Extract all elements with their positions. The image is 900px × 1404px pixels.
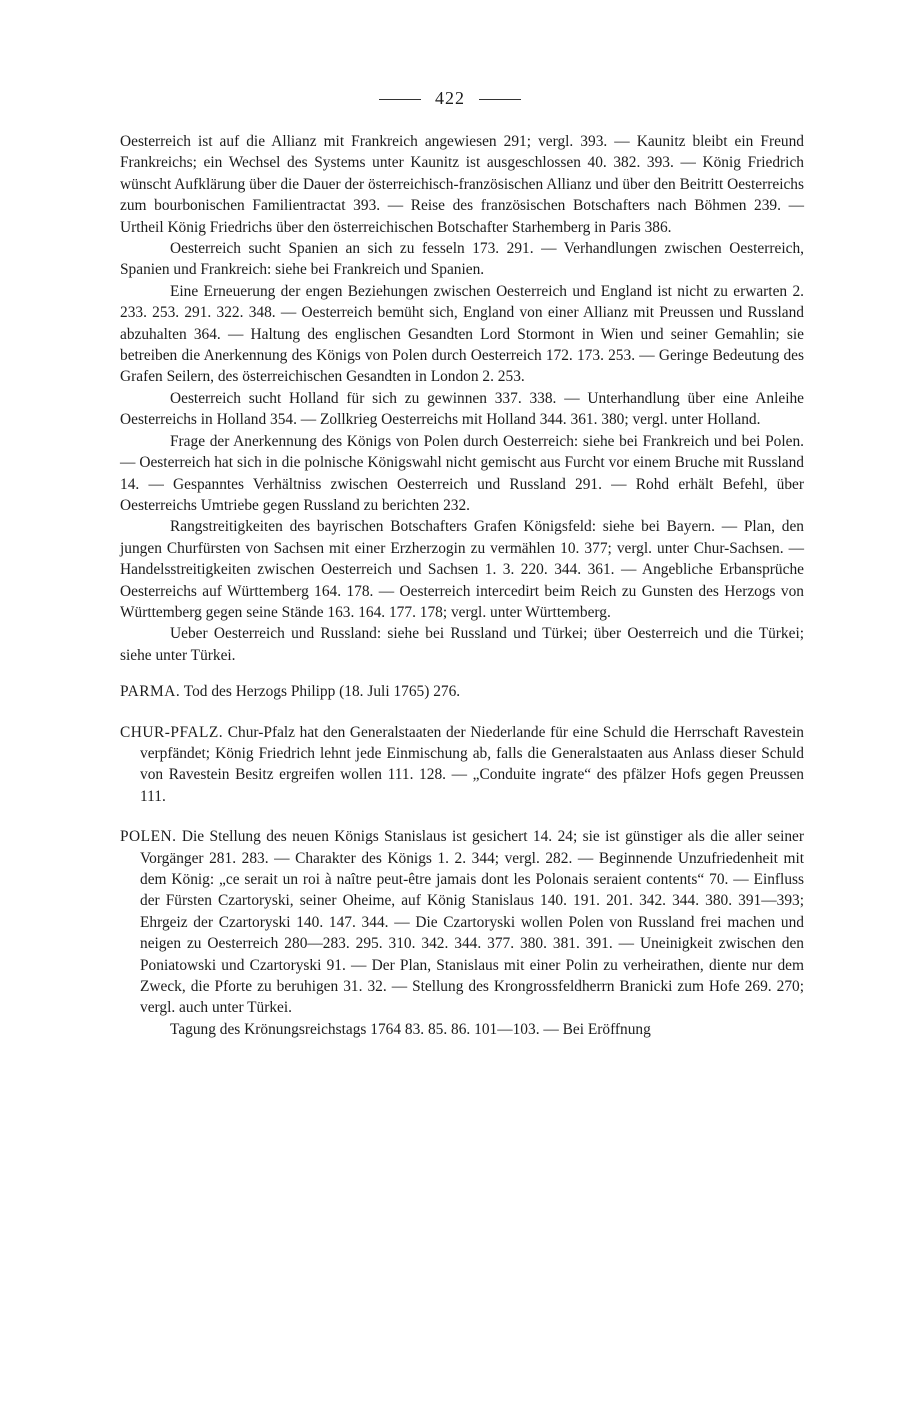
right-rule [479,99,521,100]
entry-heading: PARMA. [120,683,181,701]
entry-text: Tod des Herzogs Philipp (18. Juli 1765) 276. [183,683,461,701]
oesterreich-paragraph: Oesterreich ist auf die Allianz mit Frankreich angewiesen 291; vergl. 393. — Kaunitz bleibt ein Freund Frankreichs; ein Wechsel des Systems unter Kaunitz ist ausgeschlossen 40. 382. 393. — König Friedrich wünscht Aufklärung über die Dauer der österreichisch-französischen Allianz und über den Beitritt Oesterreichs zum bourbonischen Familientractat 393. — Reise des französischen Botschafters nach Böhmen 239. — Urtheil König Friedrichs über den österreichischen Botschafter Starhemberg in Paris 386. [120,133,804,236]
entry-parma [120,681,804,702]
entry-heading: POLEN. [120,828,177,846]
entry-text: Chur-Pfalz hat den Generalstaaten der Niederlande für eine Schuld die Herrschaft Ravestein verpfändet; König Friedrich lehnt jede Einmischung ab, falls die Generalstaaten aus Anlass dieser Schuld von Ravestein Besitz ergreifen wollen 111. 128. — „Conduite ingrate“ des pfälzer Hofs gegen Preussen 111. [140,723,804,805]
oesterreich-paragraph: Oesterreich sucht Spanien an sich zu fesseln 173. 291. — Verhandlungen zwischen Oesterreich, Spanien und Frankreich: siehe bei Frankreich und Spanien. [120,240,804,279]
entry-chur-pfalz [120,722,804,808]
oesterreich-paragraph: Oesterreich sucht Holland für sich zu gewinnen 337. 338. — Unterhandlung über eine Anleihe Oesterreichs in Holland 354. — Zollkrieg Oesterreichs mit Holland 344. 361. 380; vergl. unter Holland. [120,389,804,429]
entry-heading: CHUR-PFALZ. [120,723,224,741]
oesterreich-paragraph: Ueber Oesterreich und Russland: siehe bei Russland und Türkei; über Oesterreich und die Türkei; siehe unter Türkei. [120,625,804,664]
page-number: 422 [435,88,465,108]
entry-text: Die Stellung des neuen Königs Stanislaus ist gesichert 14. 24; sie ist günstiger als die aller seiner Vorgänger 281. 283. — Charakter des Königs 1. 2. 344; vergl. 282. — Beginnende Unzufriedenheit mit dem König: „ce serait un roi à naître peut-être jamais dont les Polonais seraient contents“ 70. — Einfluss der Fürsten Czartoryski, seiner Oheime, auf König Stanislaus 140. 191. 201. 342. 344. 380. 391—393; Ehrgeiz der Czartoryski 140. 147. 344. — Die Czartoryski wollen Polen von Russland frei machen und neigen zu Oesterreich 280—283. 295. 310. 342. 344. 377. 380. 381. 391. — Uneinigkeit zwischen den Poniatowski und Czartoryski 91. — Der Plan, Stanislaus mit einer Polin zu verheirathen, diente nur dem Zweck, die Pforte zu beruhigen 31. 32. — Stellung des Krongrossfeldherrn Branicki zum Hofe 269. 270; vergl. auch unter Türkei. [140,828,804,1017]
index-text [120,131,804,1040]
oesterreich-paragraph: Eine Erneuerung der engen Beziehungen zwischen Oesterreich und England ist nicht zu erwarten 2. 233. 253. 291. 322. 348. — Oesterreich bemüht sich, England von einer Allianz mit Preussen und Russland abzuhalten 364. — Haltung des englischen Gesandten Lord Stormont in Wien und seiner Gemahlin; sie betreiben die Anerkennung des Königs von Polen durch Oesterreich 172. 173. 253. — Geringe Bedeutung des Grafen Seilern, des österreichischen Gesandten in London 2. 253. [120,282,804,386]
entry-polen [120,826,804,1019]
oesterreich-paragraph: Rangstreitigkeiten des bayrischen Botschafters Grafen Königsfeld: siehe bei Bayern. — Plan, den jungen Churfürsten von Sachsen mit einer Erzherzogin zu vermählen 10. 377; vergl. unter Chur-Sachsen. — Handelsstreitigkeiten zwischen Oesterreich und Sachsen 1. 3. 220. 344. 361. — Angebliche Erbansprüche Oesterreichs auf Württemberg 164. 178. — Oesterreich intercedirt beim Reich zu Gunsten des Herzogs von Württemberg gegen seine Stände 163. 164. 177. 178; vergl. unter Württemberg. [120,518,804,621]
left-rule [379,99,421,100]
oesterreich-paragraph: Frage der Anerkennung des Königs von Polen durch Oesterreich: siehe bei Frankreich und bei Polen. — Oesterreich hat sich in die polnische Königswahl nicht gemischt aus Furcht vor einem Bruche mit Russland 14. — Gespanntes Verhältniss zwischen Oesterreich und Russland 291. — Rohd erhält Befehl, über Oesterreichs Umtriebe gegen Russland zu berichten 232. [120,432,804,514]
page-number-header [0,88,900,109]
polen-continuation: Tagung des Krönungsreichstags 1764 83. 85. 86. 101—103. — Bei Eröffnung [170,1020,651,1038]
